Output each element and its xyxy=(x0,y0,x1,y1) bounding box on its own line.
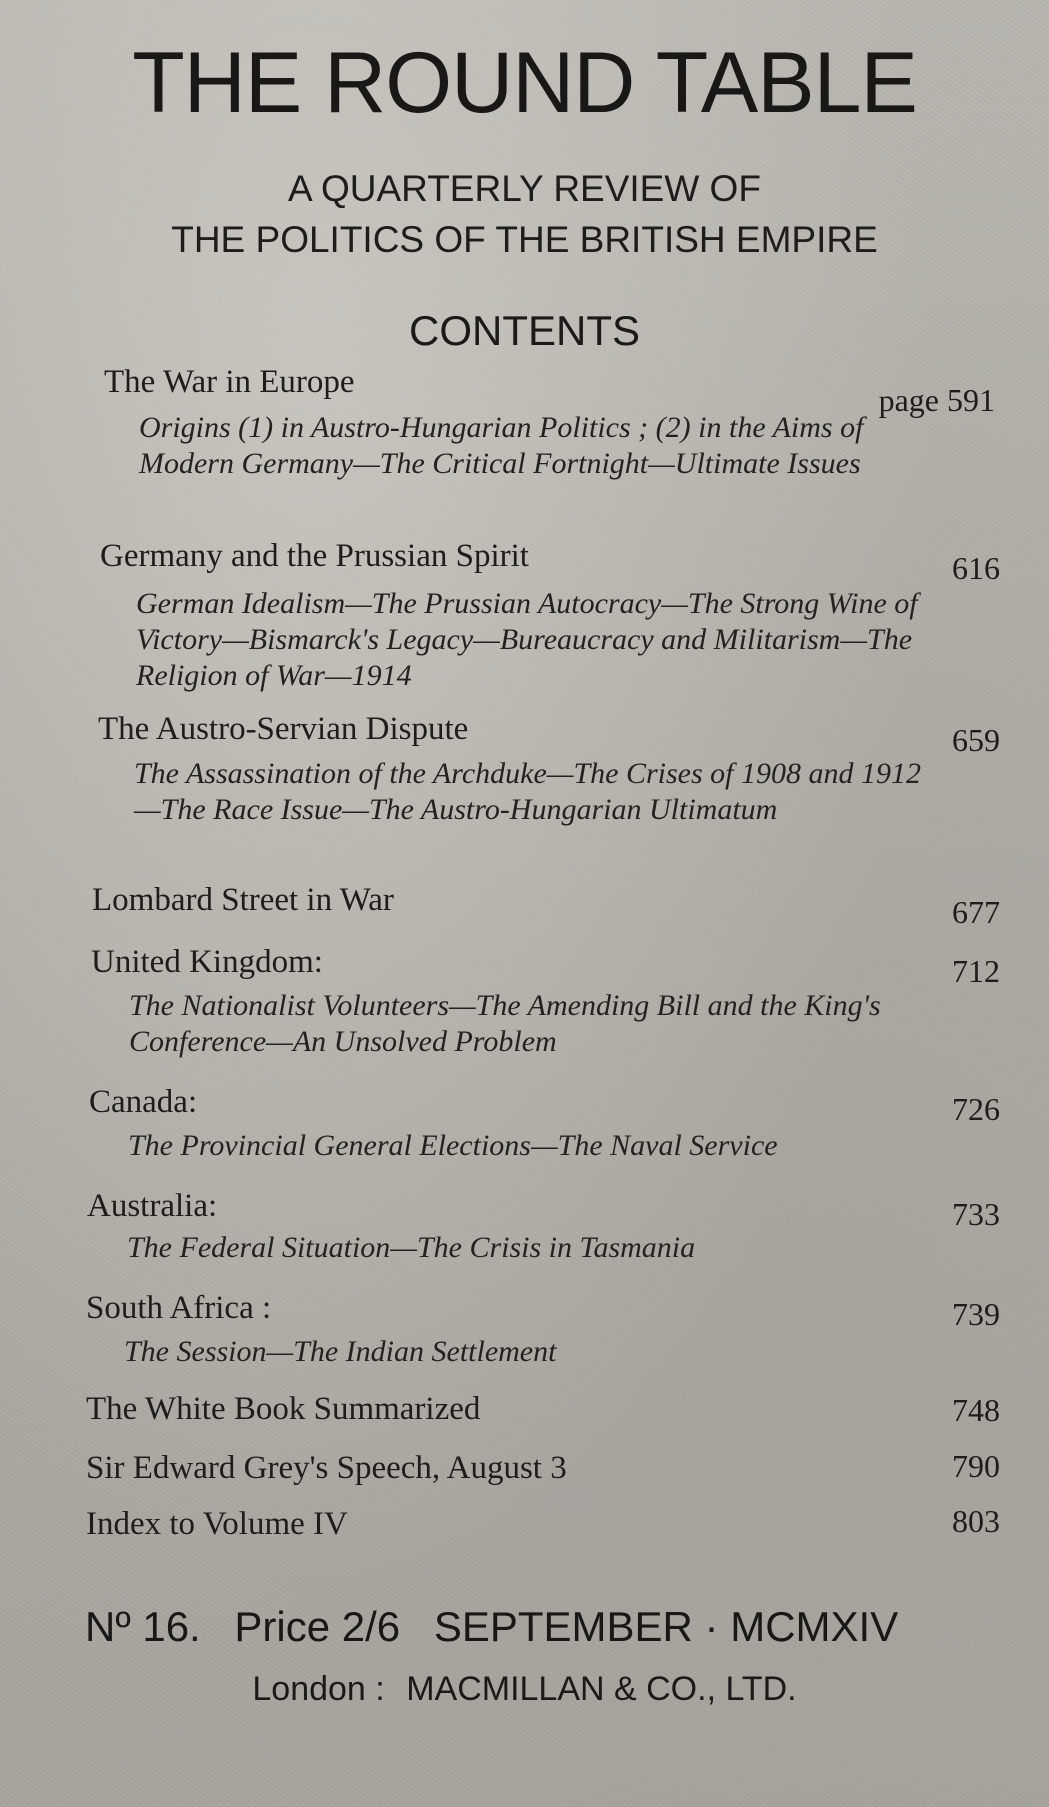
publisher-name: MACMILLAN & CO., LTD. xyxy=(406,1670,797,1708)
journal-subtitle-line-2: THE POLITICS OF THE BRITISH EMPIRE xyxy=(171,219,878,260)
contents-entry-title: Index to Volume IV xyxy=(86,1506,348,1542)
contents-entry-page: 616 xyxy=(952,550,1000,586)
contents-entry-title: South Africa : xyxy=(86,1290,272,1326)
issue-number: Nº 16. xyxy=(85,1603,201,1650)
contents-entry-subtitle: The Session—The Indian Settlement xyxy=(124,1335,557,1368)
contents-entry-page: 659 xyxy=(952,722,1000,758)
contents-entry-title: United Kingdom: xyxy=(91,944,323,980)
contents-entry-page: 677 xyxy=(952,894,1000,930)
contents-heading: CONTENTS xyxy=(409,307,640,354)
issue-price: Price 2/6 xyxy=(234,1603,401,1650)
contents-entry-title: Australia: xyxy=(87,1188,218,1224)
contents-entry-page: page 591 xyxy=(878,382,995,418)
contents-entry-title: The War in Europe xyxy=(104,364,355,400)
journal-title: THE ROUND TABLE xyxy=(132,35,917,131)
contents-entry-subtitle: The Federal Situation—The Crisis in Tasmania xyxy=(127,1231,696,1264)
contents-entry-page: 803 xyxy=(952,1503,1000,1539)
contents-entry-subtitle: German Idealism—The Prussian Autocracy—The Strong Wine of Victory—Bismarck's Legacy—Bureaucracy and Militarism—The Religion of War—1914 xyxy=(136,587,918,692)
contents-entry-subtitle: The Provincial General Elections—The Naval Service xyxy=(128,1129,778,1162)
issue-line xyxy=(85,1603,1005,1650)
contents-entry-page: 790 xyxy=(952,1448,1000,1484)
contents-entry-page: 733 xyxy=(952,1196,1000,1232)
contents-entry-subtitle: Origins (1) in Austro-Hungarian Politics ; (2) in the Aims of Modern Germany—The Critical Fortnight—Ultimate Issues xyxy=(139,411,864,480)
contents-entry-page: 726 xyxy=(952,1091,1000,1127)
contents-entry-subtitle: The Assassination of the Archduke—The Crises of 1908 and 1912—The Race Issue—The Austro-Hungarian Ultimatum xyxy=(134,757,921,826)
publisher-city: London : xyxy=(252,1670,385,1708)
contents-entry-title: Canada: xyxy=(89,1084,198,1120)
contents-entry-title: Lombard Street in War xyxy=(92,882,394,918)
contents-entry-page: 739 xyxy=(952,1296,1000,1332)
contents-entry-page: 748 xyxy=(952,1392,1000,1428)
contents-entry-title: Sir Edward Grey's Speech, August 3 xyxy=(86,1450,567,1486)
issue-date: SEPTEMBER · MCMXIV xyxy=(433,1603,899,1650)
contents-entry-title: The Austro-Servian Dispute xyxy=(98,711,469,747)
publisher-line xyxy=(0,1672,1049,1706)
journal-subtitle-line-1: A QUARTERLY REVIEW OF xyxy=(288,168,761,209)
contents-entry-title: Germany and the Prussian Spirit xyxy=(100,538,529,574)
contents-entry-subtitle: The Nationalist Volunteers—The Amending Bill and the King's Conference—An Unsolved Problem xyxy=(129,989,881,1058)
contents-entry-title: The White Book Summarized xyxy=(86,1391,481,1427)
contents-entry-page: 712 xyxy=(952,953,1000,989)
